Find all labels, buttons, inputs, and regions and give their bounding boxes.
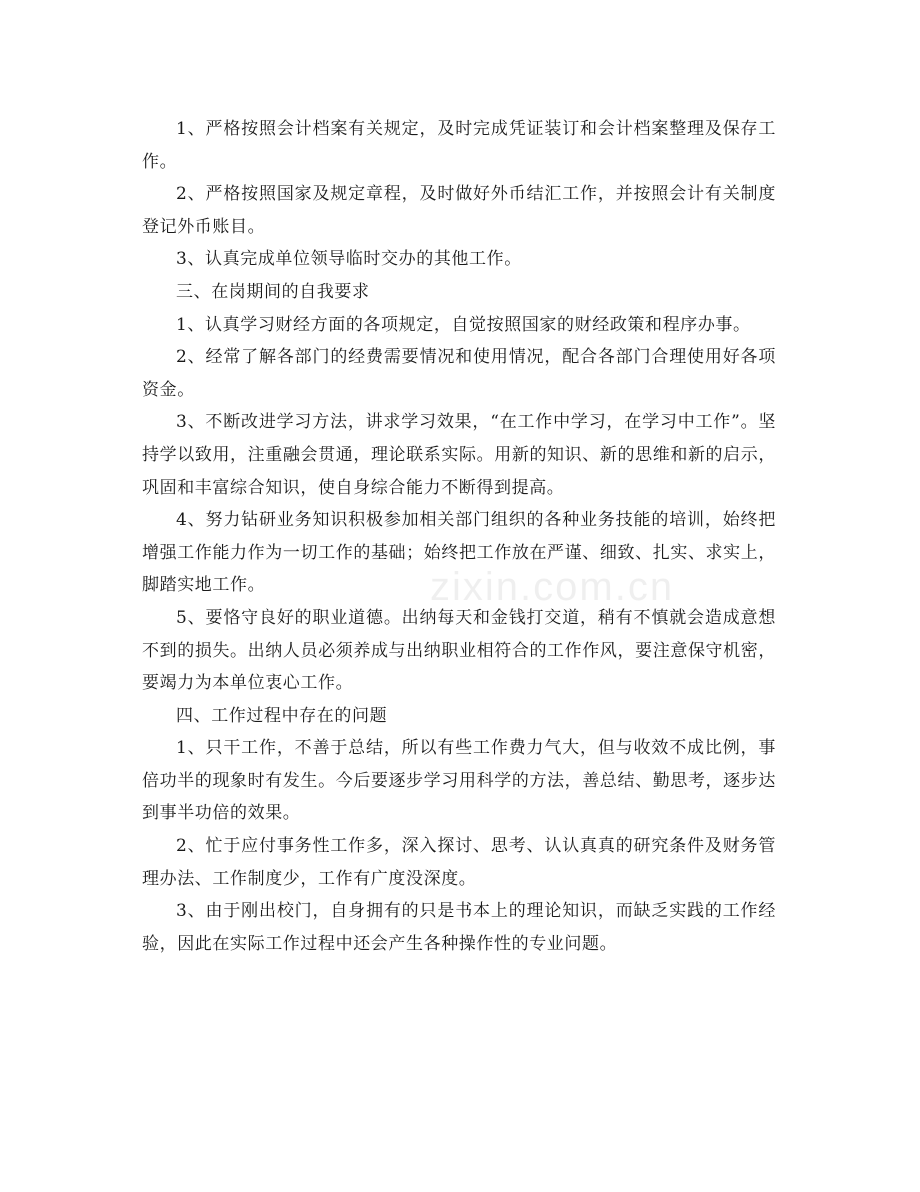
paragraph-6: 3、不断改进学习方法，讲求学习效果，“在工作中学习，在学习中工作”。坚持学以致用，注重融会贯通，理论联系实际。用新的知识、新的思维和新的启示，巩固和丰富综合知识，使自身综合能力不断得到提高。 (142, 412, 776, 498)
paragraph-3: 3、认真完成单位领导临时交办的其他工作。 (176, 249, 522, 270)
watermark: zixin.com.cn (430, 565, 675, 609)
paragraph-9: 1、只干工作，不善于总结，所以有些工作费力气大，但与收效不成比例，事倍功半的现象时有发生。今后要逐步学习用科学的方法，善总结、勤思考，逐步达到事半功倍的效果。 (142, 738, 776, 824)
paragraph-1: 1、严格按照会计档案有关规定，及时完成凭证装订和会计档案整理及保存工作。 (142, 119, 776, 172)
section-heading-3: 三、在岗期间的自我要求 (176, 281, 370, 302)
paragraph-2: 2、严格按照国家及规定章程，及时做好外币结汇工作，并按照会计有关制度登记外币账目。 (142, 184, 776, 237)
document-body (142, 113, 776, 960)
paragraph-7: 4、努力钻研业务知识积极参加相关部门组织的各种业务技能的培训，始终把增强工作能力作为一切工作的基础；始终把工作放在严谨、细致、扎实、求实上，脚踏实地工作。 (142, 510, 776, 596)
paragraph-5: 2、经常了解各部门的经费需要情况和使用情况，配合各部门合理使用好各项资金。 (142, 347, 776, 400)
section-heading-4: 四、工作过程中存在的问题 (176, 705, 388, 726)
paragraph-8: 5、要恪守良好的职业道德。出纳每天和金钱打交道，稍有不慎就会造成意想不到的损失。出纳人员必须养成与出纳职业相符合的工作作风，要注意保守机密，要竭力为本单位衷心工作。 (142, 607, 776, 694)
paragraph-10: 2、忙于应付事务性工作多，深入探讨、思考、认认真真的研究条件及财务管理办法、工作制度少，工作有广度没深度。 (142, 836, 776, 889)
paragraph-11: 3、由于刚出校门，自身拥有的只是书本上的理论知识，而缺乏实践的工作经验，因此在实际工作过程中还会产生各种操作性的专业问题。 (142, 901, 776, 954)
paragraph-4: 1、认真学习财经方面的各项规定，自觉按照国家的财经政策和程序办事。 (176, 314, 751, 335)
